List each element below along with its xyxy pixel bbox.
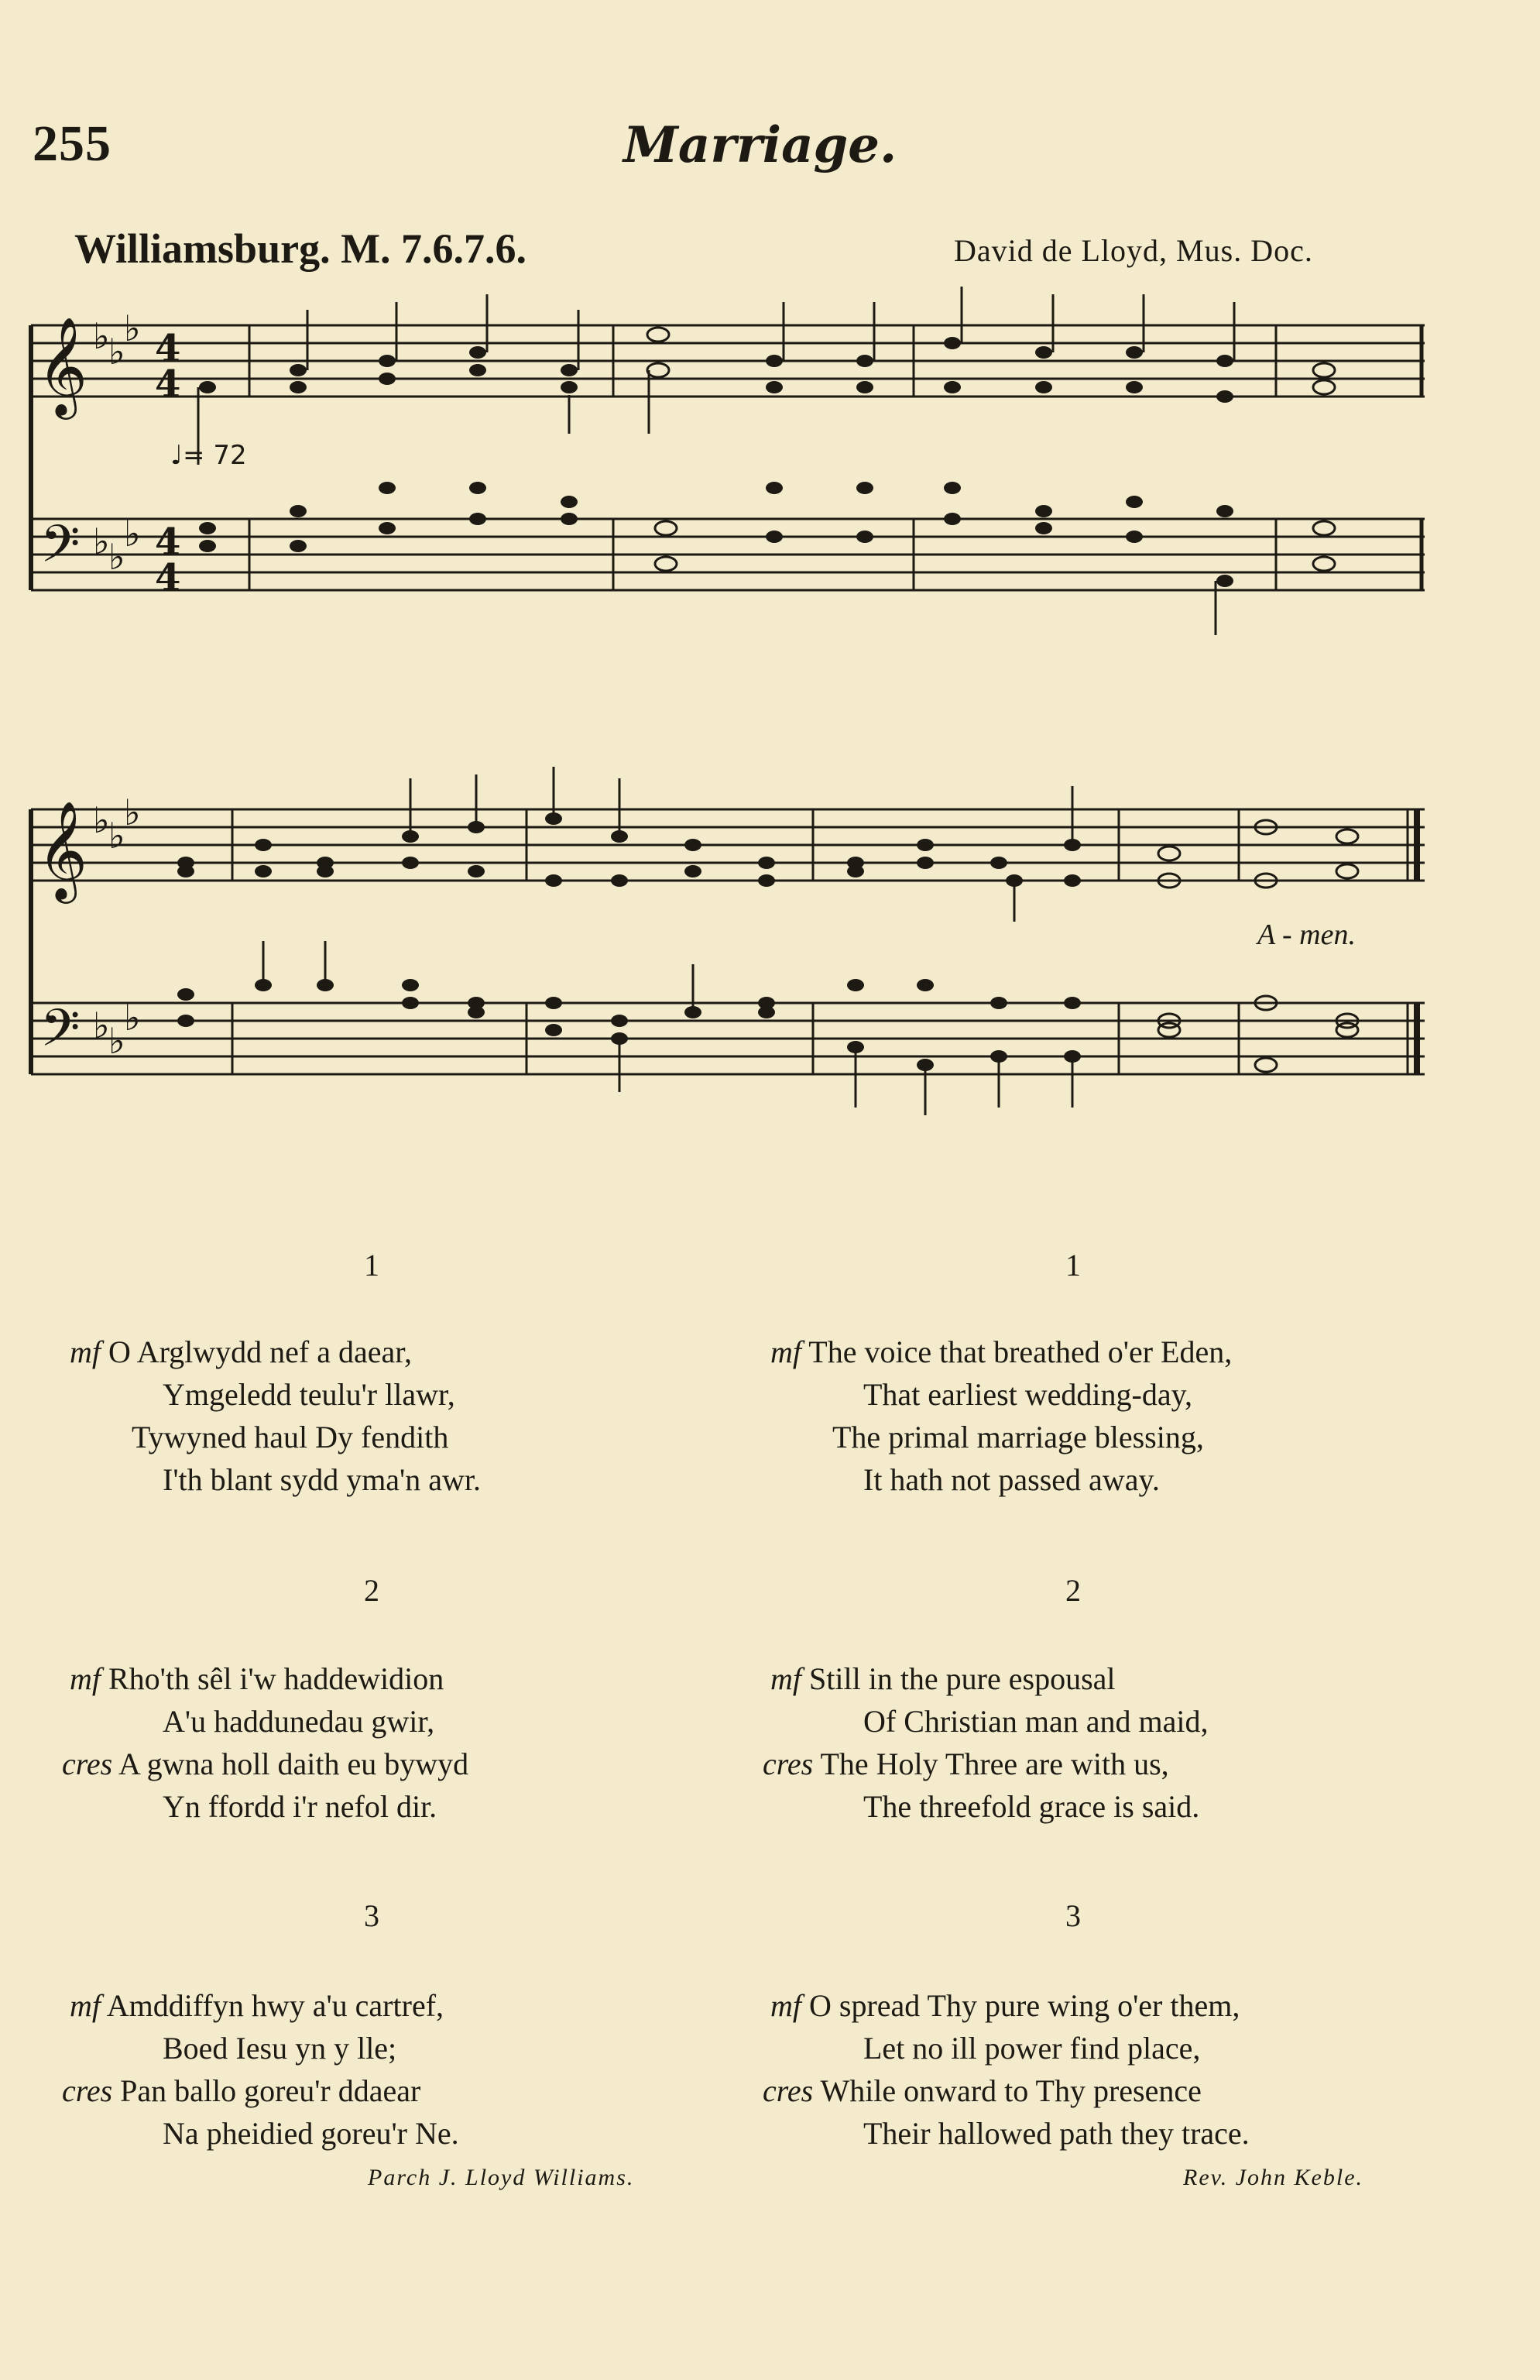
dynamic-mark: mf xyxy=(70,1988,101,2023)
tempo-marking: ♩= 72 xyxy=(170,440,247,471)
bass-clef-2: 𝄢 xyxy=(40,998,81,1070)
treble-staff-2 xyxy=(31,809,1425,881)
svg-text:♭: ♭ xyxy=(93,1005,110,1046)
verse-line: Boed Iesu yn y lle; xyxy=(163,2031,397,2066)
dynamic-mark: mf xyxy=(770,1334,801,1369)
verse-line: O spread Thy pure wing o'er them, xyxy=(809,1988,1240,2023)
dynamic-mark: mf xyxy=(70,1334,101,1369)
dynamic-mark: cres xyxy=(62,1746,113,1781)
svg-text:♭: ♭ xyxy=(93,520,110,562)
page-number: 255 xyxy=(33,115,111,172)
verse-line: Their hallowed path they trace. xyxy=(863,2116,1250,2151)
english-verse-2 xyxy=(763,1657,1209,1828)
verse-line: Yn ffordd i'r nefol dir. xyxy=(163,1789,437,1824)
verse-line: It hath not passed away. xyxy=(863,1462,1160,1497)
svg-text:4: 4 xyxy=(155,327,181,370)
verse-number: 1 xyxy=(364,1248,379,1283)
svg-text:♭: ♭ xyxy=(124,513,141,555)
tune-name: Williamsburg. M. 7.6.7.6. xyxy=(74,225,527,272)
english-verse-3 xyxy=(763,1984,1250,2155)
barlines-1 xyxy=(249,325,1422,590)
english-author: Rev. John Keble. xyxy=(1183,2165,1364,2190)
verse-number: 2 xyxy=(364,1573,379,1608)
welsh-verse-1 xyxy=(70,1331,481,1501)
svg-text:♭: ♭ xyxy=(108,536,125,578)
welsh-verse-3 xyxy=(62,1984,459,2155)
composer: David de Lloyd, Mus. Doc. xyxy=(954,233,1313,268)
verse-line: Pan ballo goreu'r ddaear xyxy=(120,2073,421,2108)
verse-line: The Holy Three are with us, xyxy=(820,1746,1169,1781)
verse-line: Still in the pure espousal xyxy=(809,1661,1116,1696)
svg-text:♭: ♭ xyxy=(108,1020,125,1062)
sys2-treble-notes xyxy=(177,812,1081,887)
svg-text:♭: ♭ xyxy=(124,307,141,349)
verse-line: A gwna holl daith eu bywyd xyxy=(118,1746,469,1781)
dynamic-mark: mf xyxy=(770,1661,801,1696)
svg-text:4: 4 xyxy=(155,362,181,406)
treble-staff-1 xyxy=(31,325,1425,397)
svg-text:♭: ♭ xyxy=(124,792,141,833)
dynamic-mark: mf xyxy=(70,1661,101,1696)
quarter-note-icon: ♩ xyxy=(170,440,183,471)
verse-line: Amddiffyn hwy a'u cartref, xyxy=(106,1988,444,2023)
bass-staff-2 xyxy=(31,1003,1425,1074)
verse-line: A'u haddunedau gwir, xyxy=(163,1704,435,1739)
verse-line: Ymgeledd teulu'r llawr, xyxy=(163,1377,455,1412)
welsh-author: Parch J. Lloyd Williams. xyxy=(368,2165,635,2190)
verse-line: The voice that breathed o'er Eden, xyxy=(808,1334,1233,1369)
verse-line: Na pheidied goreu'r Ne. xyxy=(163,2116,459,2151)
verse-line: While onward to Thy presence xyxy=(820,2073,1202,2108)
amen-label: A - men. xyxy=(1257,919,1356,951)
sys1-treble-notes xyxy=(199,337,1233,403)
verse-line: Rho'th sêl i'w haddewidion xyxy=(108,1661,444,1696)
svg-text:♭: ♭ xyxy=(108,331,125,373)
verse-line: I'th blant sydd yma'n awr. xyxy=(163,1462,482,1497)
verse-line: The threefold grace is said. xyxy=(863,1789,1200,1824)
welsh-verse-2 xyxy=(62,1657,469,1828)
noteheads xyxy=(177,328,1358,1072)
verse-number: 1 xyxy=(1065,1248,1081,1283)
dynamic-mark: cres xyxy=(763,1746,814,1781)
verse-line: O Arglwydd nef a daear, xyxy=(108,1334,412,1369)
barlines-2 xyxy=(232,809,1417,1074)
svg-text:♭: ♭ xyxy=(108,815,125,857)
verse-line: Tywyned haul Dy fendith xyxy=(132,1420,449,1454)
svg-text:♭: ♭ xyxy=(93,315,110,357)
dynamic-mark: cres xyxy=(62,2073,113,2108)
svg-text:4: 4 xyxy=(155,520,181,564)
treble-clef-2: 𝄞 xyxy=(37,800,88,899)
dynamic-mark: cres xyxy=(763,2073,814,2108)
svg-text:♭: ♭ xyxy=(93,799,110,841)
verse-line: Let no ill power find place, xyxy=(863,2031,1201,2066)
page-title: Marriage. xyxy=(623,116,897,174)
verse-number: 2 xyxy=(1065,1573,1081,1608)
verse-number: 3 xyxy=(1065,1898,1081,1933)
svg-text:4: 4 xyxy=(155,556,181,599)
dynamic-mark: mf xyxy=(770,1988,801,2023)
bass-clef-1: 𝄢 xyxy=(40,514,81,586)
verse-number: 3 xyxy=(364,1898,379,1933)
verse-line: Of Christian man and maid, xyxy=(863,1704,1209,1739)
svg-text:♭: ♭ xyxy=(124,997,141,1039)
music-score xyxy=(0,0,1540,1162)
english-verse-1 xyxy=(770,1331,1232,1501)
verse-line: That earliest wedding-day, xyxy=(863,1377,1193,1412)
treble-clef-1: 𝄞 xyxy=(37,316,88,415)
verse-line: The primal marriage blessing, xyxy=(832,1420,1204,1454)
bass-staff-1 xyxy=(31,519,1425,590)
